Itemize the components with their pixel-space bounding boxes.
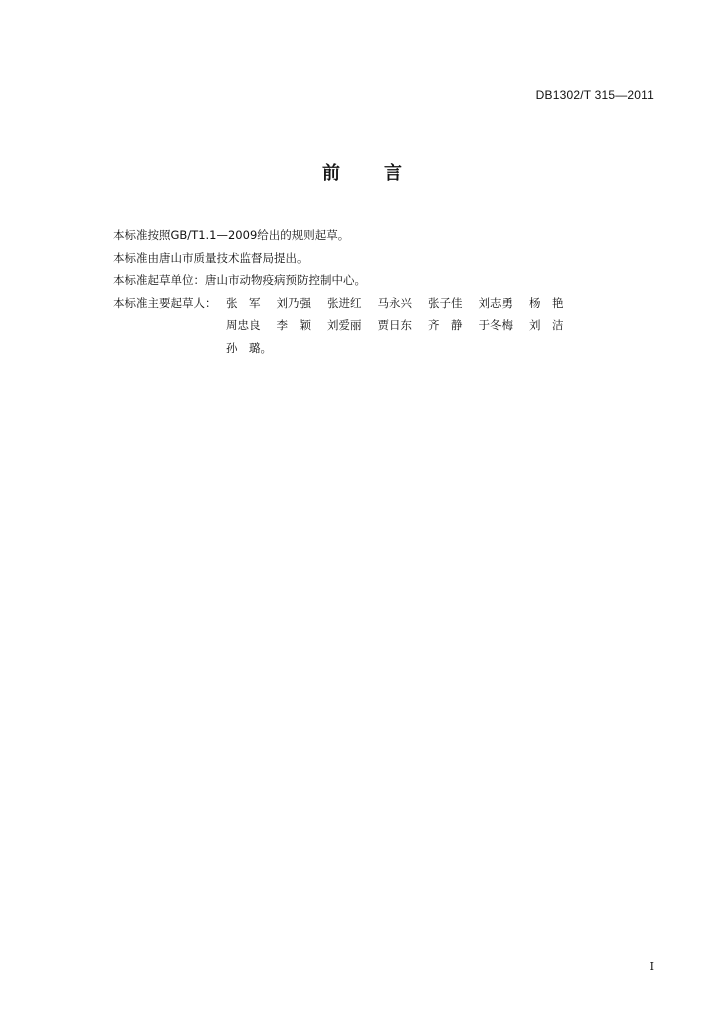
document-code: DB1302/T 315—2011 bbox=[535, 88, 654, 102]
drafters-section bbox=[113, 292, 673, 360]
drafter-name: 杨 艳 bbox=[529, 295, 564, 310]
drafter-name: 齐 静 bbox=[428, 318, 463, 332]
page-number: I bbox=[649, 960, 654, 973]
drafter-name: 马永兴 bbox=[377, 295, 412, 310]
drafter-name: 周忠良 bbox=[226, 318, 261, 332]
drafter-name: 贾日东 bbox=[377, 318, 412, 332]
drafter-name: 孙 璐。 bbox=[226, 340, 272, 355]
paragraph-drafting-unit: 本标准起草单位：唐山市动物疫病预防控制中心。 bbox=[113, 273, 366, 287]
paragraph-drafting-rules: 本标准按照GB/T1.1—2009给出的规则起草。 bbox=[113, 228, 350, 242]
drafter-name: 刘 洁 bbox=[529, 318, 564, 332]
drafter-name: 刘乃强 bbox=[276, 295, 311, 310]
section-title bbox=[0, 159, 724, 185]
drafter-name: 刘爱丽 bbox=[327, 318, 362, 332]
drafter-name: 张 军 bbox=[226, 295, 261, 310]
section-title-part-1: 前 bbox=[322, 163, 340, 184]
drafters-list bbox=[226, 292, 626, 360]
paragraph-proposer: 本标准由唐山市质量技术监督局提出。 bbox=[113, 250, 309, 265]
drafters-label: 本标准主要起草人： bbox=[113, 295, 217, 310]
drafter-name: 张子佳 bbox=[428, 295, 463, 310]
drafter-name: 于冬梅 bbox=[478, 318, 513, 332]
drafter-name: 李 颖 bbox=[276, 318, 311, 332]
foreword-body bbox=[113, 224, 673, 359]
drafter-name: 张进红 bbox=[327, 295, 362, 310]
section-title-part-2: 言 bbox=[384, 163, 402, 184]
drafter-name: 刘志勇 bbox=[478, 295, 513, 310]
